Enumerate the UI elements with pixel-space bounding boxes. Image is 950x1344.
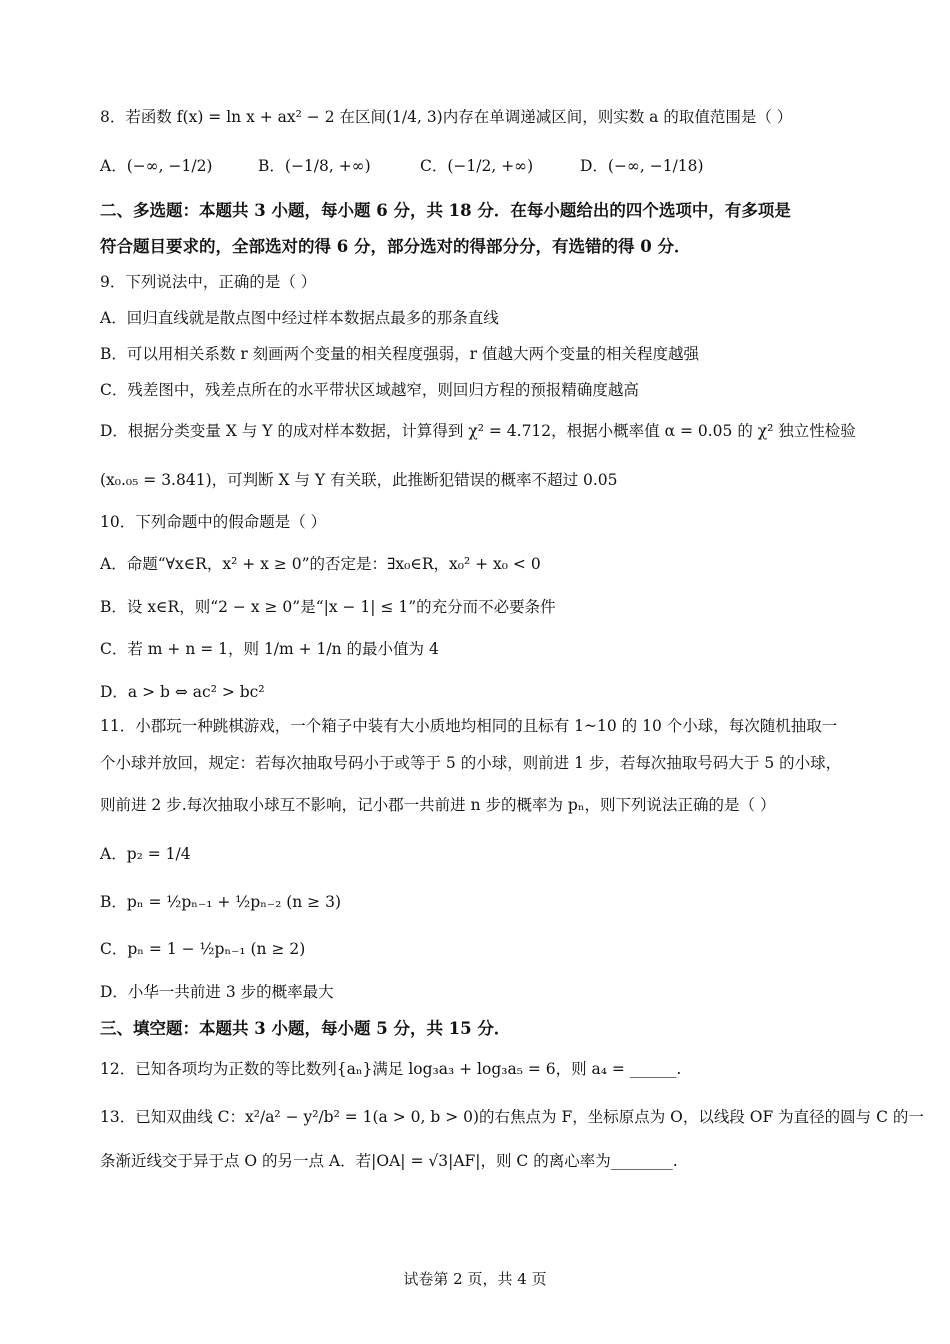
q8-stem: 8．若函数 f(x) = ln x + ax² − 2 在区间(1/4, 3)内存在单调递减区间，则实数 a 的取值范围是（ ） xyxy=(100,108,793,126)
q8-option-c: C．(−1/2, +∞) xyxy=(420,157,534,175)
question-12: 12．已知各项均为正数的等比数列{aₙ}满足 log₃a₃ + log₃a₅ = 6，则 a₄ = ______. xyxy=(100,1060,682,1078)
q11-line2: 个小球并放回，规定：若每次抽取号码小于或等于 5 的小球，则前进 1 步，若每次抽取号码大于 5 的小球， xyxy=(100,754,842,772)
q10-option-b: B．设 x∈R，则“2 − x ≥ 0”是“|x − 1| ≤ 1”的充分而不必要条件 xyxy=(100,598,556,616)
q8-option-d: D．(−∞, −1/18) xyxy=(580,157,704,175)
q9-stem: 9．下列说法中，正确的是（ ） xyxy=(100,273,317,291)
q11-line1: 11．小郡玩一种跳棋游戏，一个箱子中装有大小质地均相同的且标有 1~10 的 10 个小球，每次随机抽取一 xyxy=(100,717,838,735)
page-footer: 试卷第 2 页，共 4 页 xyxy=(403,1270,547,1288)
q10-stem: 10．下列命题中的假命题是（ ） xyxy=(100,513,327,531)
q13-line1: 13．已知双曲线 C：x²/a² − y²/b² = 1(a > 0, b > 0)的右焦点为 F，坐标原点为 O，以线段 OF 为直径的圆与 C 的一 xyxy=(100,1108,924,1126)
q11-option-b: B．pₙ = ½pₙ₋₁ + ½pₙ₋₂ (n ≥ 3) xyxy=(100,893,341,911)
q13-line2: 条渐近线交于异于点 O 的另一点 A．若|OA| = √3|AF|，则 C 的离心率为________. xyxy=(100,1152,678,1170)
q11-option-d: D．小华一共前进 3 步的概率最大 xyxy=(100,983,334,1001)
q10-option-d: D．a > b ⇔ ac² > bc² xyxy=(100,683,265,701)
q11-line3: 则前进 2 步.每次抽取小球互不影响，记小郡一共前进 n 步的概率为 pₙ，则下列说法正确的是（ ） xyxy=(100,796,776,814)
q9-option-d-line2: (x₀.₀₅ = 3.841)，可判断 X 与 Y 有关联，此推断犯错误的概率不超过 0.05 xyxy=(100,471,618,489)
q8-option-a: A．(−∞, −1/2) xyxy=(100,157,213,175)
section-2-heading-line2: 符合题目要求的，全部选对的得 6 分，部分选对的得部分分，有选错的得 0 分． xyxy=(100,237,691,256)
q11-option-c: C．pₙ = 1 − ½pₙ₋₁ (n ≥ 2) xyxy=(100,940,306,958)
q11-option-a: A．p₂ = 1/4 xyxy=(100,845,191,863)
q9-option-d-line1: D．根据分类变量 X 与 Y 的成对样本数据，计算得到 χ² = 4.712，根据小概率值 α = 0.05 的 χ² 独立性检验 xyxy=(100,422,856,440)
q8-option-b: B．(−1/8, +∞) xyxy=(258,157,371,175)
q9-option-a: A．回归直线就是散点图中经过样本数据点最多的那条直线 xyxy=(100,309,499,327)
section-2-heading-line1: 二、多选题：本题共 3 小题，每小题 6 分，共 18 分．在每小题给出的四个选项中，有多项是 xyxy=(100,201,791,220)
section-3-heading: 三、填空题：本题共 3 小题，每小题 5 分，共 15 分． xyxy=(100,1019,511,1038)
q9-option-c: C．残差图中，残差点所在的水平带状区域越窄，则回归方程的预报精确度越高 xyxy=(100,381,639,399)
q10-option-c: C．若 m + n = 1，则 1/m + 1/n 的最小值为 4 xyxy=(100,640,439,658)
q10-option-a: A．命题“∀x∈R，x² + x ≥ 0”的否定是：∃x₀∈R，x₀² + x₀ < 0 xyxy=(100,555,541,573)
q9-option-b: B．可以用相关系数 r 刻画两个变量的相关程度强弱，r 值越大两个变量的相关程度越强 xyxy=(100,345,699,363)
